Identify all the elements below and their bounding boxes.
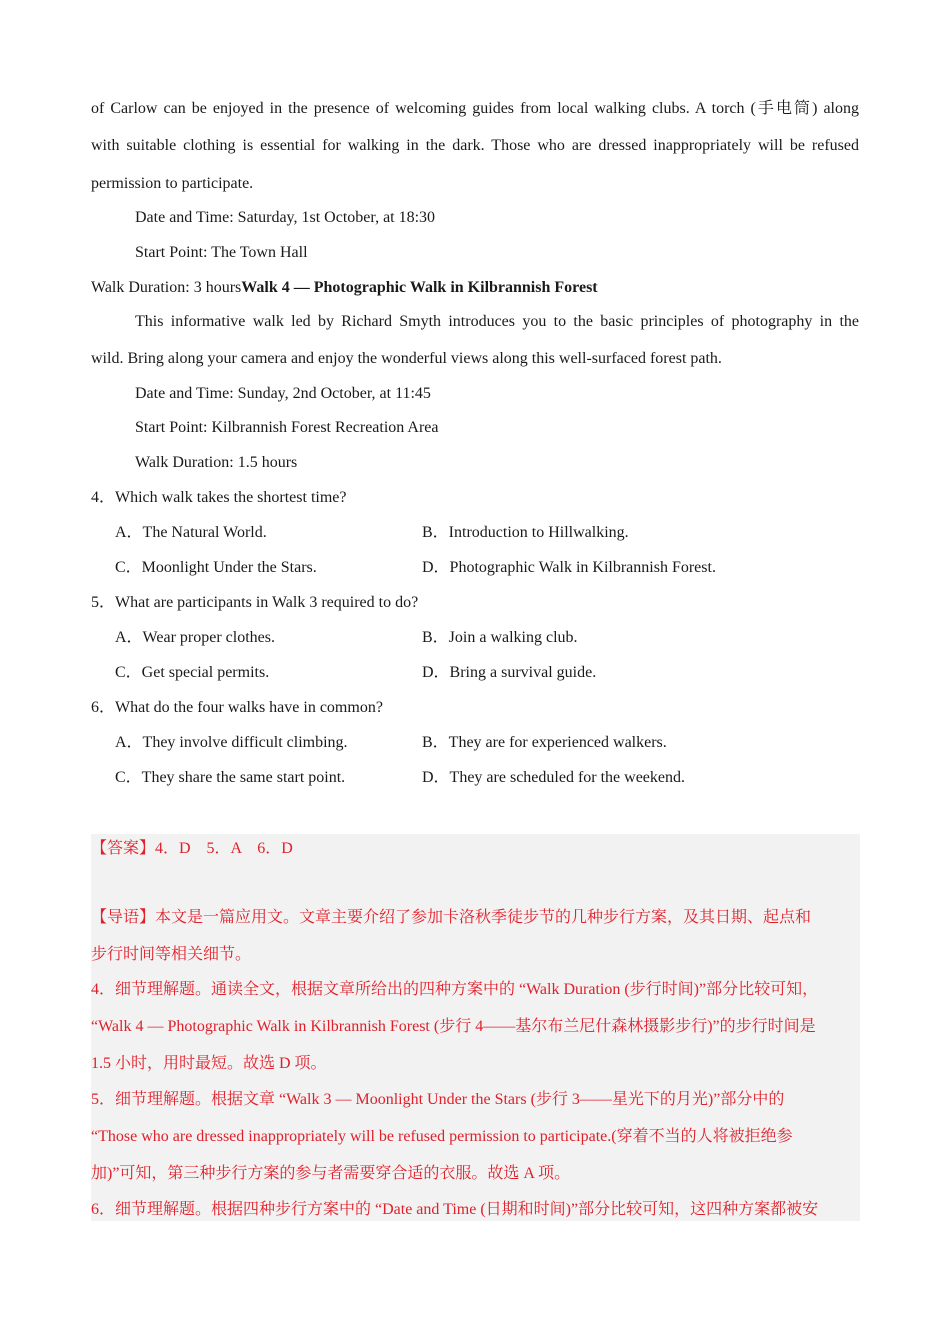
walk3-duration-and-walk4-title bbox=[91, 278, 859, 298]
passage-line: of Carlow can be enjoyed in the presence of welcoming guides from local walking clubs. A torch (手电筒) along bbox=[91, 100, 859, 117]
answer-key: 【答案】4．D 5．A 6．D bbox=[91, 840, 293, 857]
option-c: C．Moonlight Under the Stars. bbox=[115, 559, 317, 576]
question-stem: 5．What are participants in Walk 3 required to do? bbox=[91, 594, 419, 611]
option-a: A．They involve difficult climbing. bbox=[115, 734, 348, 751]
option-c: C．Get special permits. bbox=[115, 664, 270, 681]
walk3-date: Date and Time: Saturday, 1st October, at 18:30 bbox=[135, 209, 436, 226]
explanation-line: 4．细节理解题。通读全文，根据文章所给出的四种方案中的 “Walk Duration (步行时间)”部分比较可知， bbox=[91, 981, 819, 998]
passage-line: with suitable clothing is essential for walking in the dark. Those who are dressed inappropriately will be refused bbox=[91, 137, 859, 154]
explanation-line: 加)”可知，第三种步行方案的参与者需要穿合适的衣服。故选 A 项。 bbox=[91, 1165, 571, 1182]
answer-section bbox=[91, 834, 860, 1221]
explanation-line: “Those who are dressed inappropriately will be refused permission to participate.(穿着不当的人将被拒绝参 bbox=[91, 1128, 793, 1145]
explanation-line: 1.5 小时，用时最短。故选 D 项。 bbox=[91, 1055, 327, 1072]
walk3-duration: Walk Duration: 3 hours bbox=[91, 279, 242, 296]
walk4-description: wild. Bring along your camera and enjoy the wonderful views along this well-surfaced forest path. bbox=[91, 350, 722, 367]
option-d: D．They are scheduled for the weekend. bbox=[422, 769, 686, 786]
intro-line: 【导语】本文是一篇应用文。文章主要介绍了参加卡洛秋季徒步节的几种步行方案，及其日期、起点和 bbox=[91, 909, 812, 926]
walk4-start: Start Point: Kilbrannish Forest Recreation Area bbox=[135, 419, 439, 436]
option-a: A．The Natural World. bbox=[115, 524, 267, 541]
option-d: D．Photographic Walk in Kilbrannish Forest. bbox=[422, 559, 716, 576]
question-stem: 4．Which walk takes the shortest time? bbox=[91, 489, 347, 506]
question-stem: 6．What do the four walks have in common? bbox=[91, 699, 383, 716]
explanation-line: “Walk 4 — Photographic Walk in Kilbrannish Forest (步行 4——基尔布兰尼什森林摄影步行)”的步行时间是 bbox=[91, 1018, 816, 1035]
walk3-start: Start Point: The Town Hall bbox=[135, 244, 308, 261]
option-a: A．Wear proper clothes. bbox=[115, 629, 275, 646]
option-b: B．Join a walking club. bbox=[422, 629, 578, 646]
option-d: D．Bring a survival guide. bbox=[422, 664, 597, 681]
option-c: C．They share the same start point. bbox=[115, 769, 346, 786]
passage-line: permission to participate. bbox=[91, 175, 254, 192]
intro-line: 步行时间等相关细节。 bbox=[91, 946, 252, 963]
walk4-title: Walk 4 — Photographic Walk in Kilbrannish Forest bbox=[241, 279, 598, 296]
explanation-line: 6．细节理解题。根据四种步行方案中的 “Date and Time (日期和时间)”部分比较可知，这四种方案都被安 bbox=[91, 1201, 819, 1218]
walk4-duration: Walk Duration: 1.5 hours bbox=[135, 454, 298, 471]
walk4-description: This informative walk led by Richard Smyth introduces you to the basic principles of photography in the bbox=[135, 313, 859, 330]
option-b: B．Introduction to Hillwalking. bbox=[422, 524, 629, 541]
walk4-date: Date and Time: Sunday, 2nd October, at 11:45 bbox=[135, 385, 431, 402]
option-b: B．They are for experienced walkers. bbox=[422, 734, 667, 751]
explanation-line: 5．细节理解题。根据文章 “Walk 3 — Moonlight Under the Stars (步行 3——星光下的月光)”部分中的 bbox=[91, 1091, 785, 1108]
